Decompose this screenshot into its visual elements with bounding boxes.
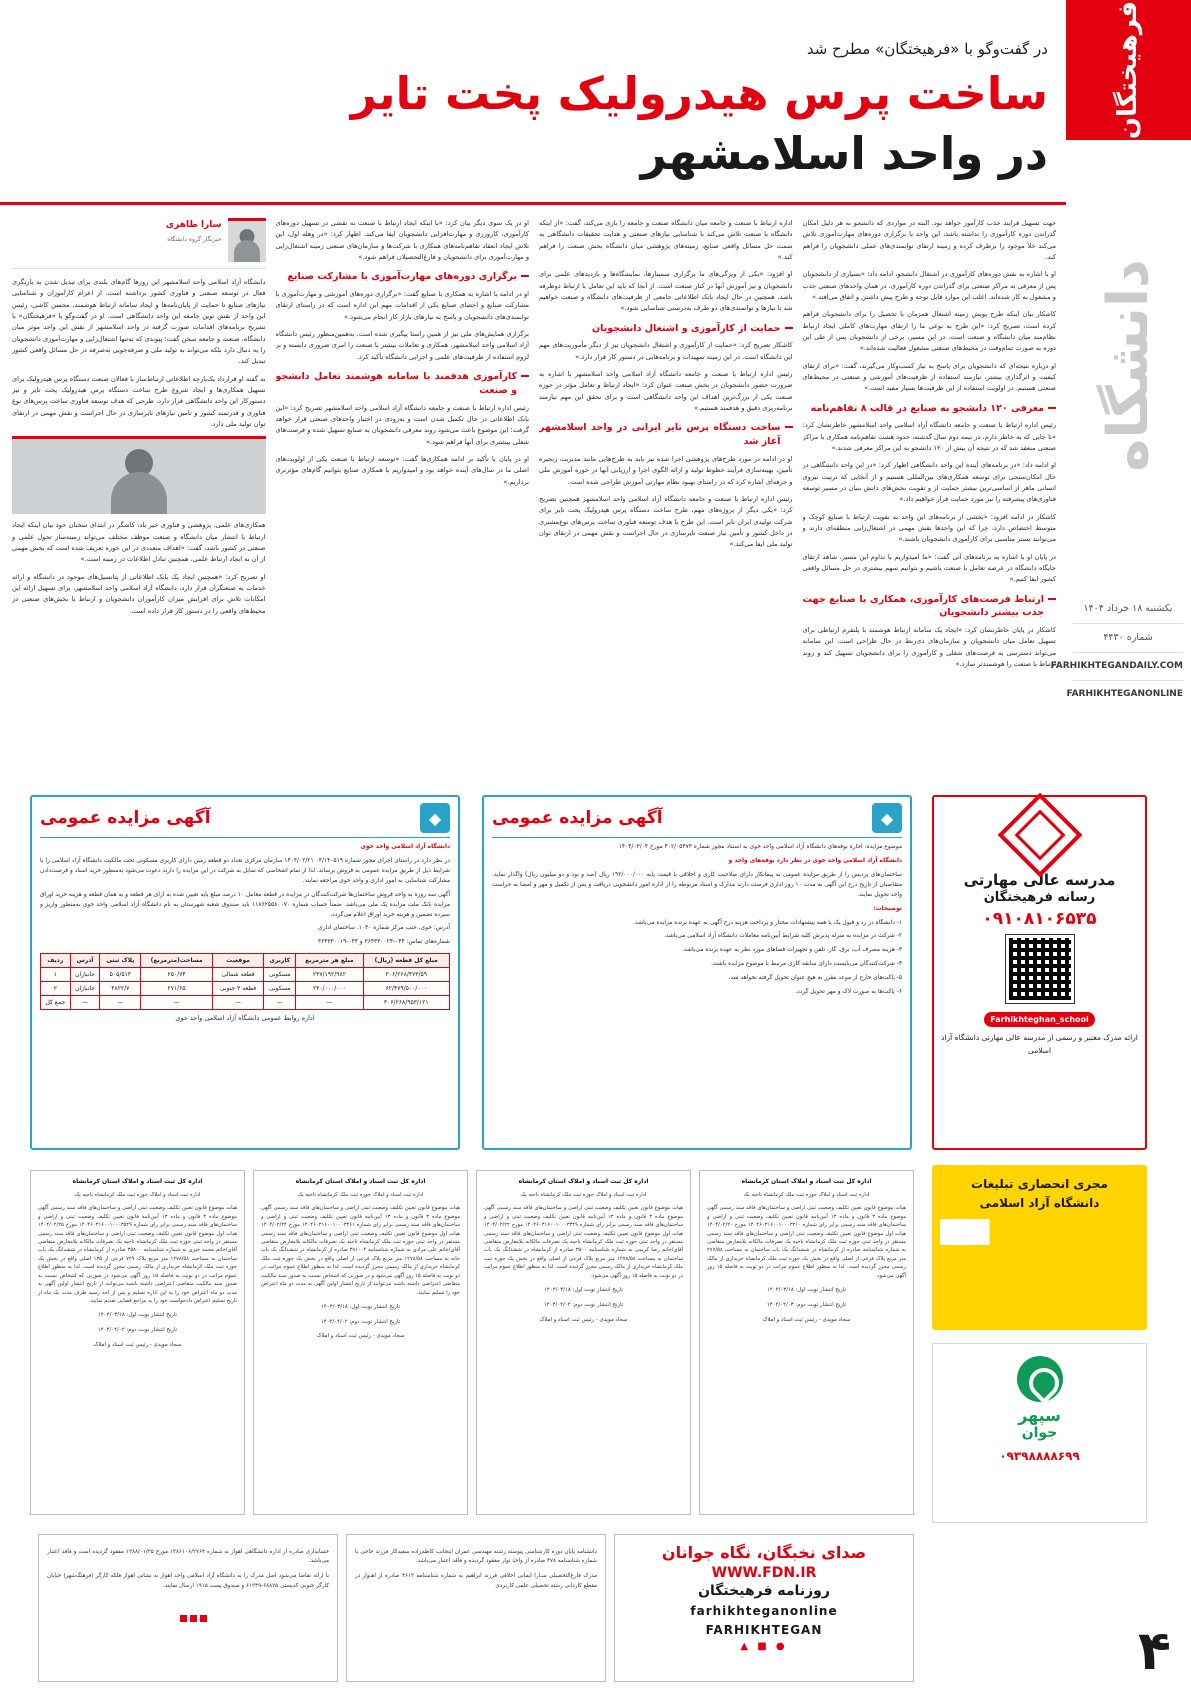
legal-notice (253, 1170, 468, 1515)
issue-number: شماره ۴۴۳۰ (1103, 632, 1153, 644)
cell: — (212, 996, 263, 1010)
auction-redline: دانشگاه آزاد اسلامی واحد خوی در نظر دارد بوفه‌های واحد و (728, 857, 902, 864)
notice-text: دانشنامه پایان دوره کارشناسی پیوسته رشته مهندسی عمران اینجانب کاظم‌زاده سفیدکار فرزند حاجی با شماره شناسنامه ۴۷۸ صادره از واحد نوار مفقود گردیده و فاقد اعتبار می‌باشد. (355, 1548, 597, 1565)
auction-subject: موضوع مزایده: اجاره بوفه‌های دانشگاه آزاد اسلامی واحد خوی به استناد مجوز شماره ۴۰۲/۰۵۴۷۳ مورخ ۱۴۰۴/۰۳/۰۴ (618, 844, 902, 850)
cell: — (296, 996, 363, 1010)
article-kicker: در گفت‌وگو با «فرهیختگان» مطرح شد (806, 40, 1048, 58)
legal-notice (699, 1170, 914, 1515)
legal-body: هیات موضوع قانون تعیین تکلیف وضعیت ثبتی اراضی و ساختمان‌های فاقد سند رسمی آگهی موضوع ماده ۳ قانون و ماده ۱۳ آیین‌نامه قانون تعیین تکلیف وضعیت ثبتی و اراضی و ساختمان‌های فاقد سند رسمی برابر رای شماره ۱۴۰۴۶۰۳۱۶۰۰۱۰۰۰۳۲۱۰ مورخ ۱۴۰۴/۰۲/۲۰ هیات اول موضوع قانون تعیین تکلیف وضعیت ثبتی اراضی و ساختمان‌های فاقد سند رسمی مستقر در واحد ثبتی حوزه ثبت ملک کرمانشاه ناحیه یک تصرفات مالکانه بلامعارض متقاضی به شماره شناسنامه صادره از کرمانشاه در ششدانگ یک باب ساختمان به مساحت ۲۷۷/۵۸ متر مربع پلاک فرعی از اصلی واقع در بخش یک حوزه ثبت ملک کرمانشاه خریداری از مالک رسمی محرز گردیده است. لذا به منظور اطلاع عموم مراتب در دو نوبت به فاصله ۱۵ روز آگهی می‌شود. (707, 1205, 907, 1279)
author-role: خبرنگار گروه دانشگاه (167, 236, 222, 244)
cell: ۲۵۰/۷۴ (141, 968, 213, 982)
promo-line-2: دانشگاه آزاد اسلامی (979, 1196, 1100, 1211)
col-header: مساحت(مترمربع) (141, 954, 213, 968)
auction-note: ۶- پاکت‌ها به صورت لاک و مهر تحویل گردد. (795, 989, 902, 996)
cell: مسکونی (264, 982, 296, 996)
col-header: مبلغ هر مترمربع (296, 954, 363, 968)
paragraph: او با اشاره به نقش دوره‌های کارآموزی در اشتغال دانشجو، ادامه داد: «بسیاری از دانشجویان پس از معرفی به مراکز صنعتی برای گذراندن دوره کارآموزی، در همان واحدهای صنعتی جذب و مشغول به کار شده‌اند. اغلب این موارد قابل توجه و طرح پیش داشتن و اتفاق می‌افتد.» (802, 270, 1056, 301)
page-number: ۴ (1138, 1619, 1171, 1682)
paragraph: او در ادامه در مورد طرح‌های پژوهشی اجرا شده نیز باید به طرح‌هایی مانند مدیریت زنجیره تأمین، بهینه‌سازی فرآیند خطوط تولید و ارائه الگوی اجرا و ارزیابی آنها در حوزه آموزش ملی و حرفه‌ای اشاره کرد که در راستای بهبود نظام مهارتی آموزش طراحی شده است. (539, 454, 793, 486)
notice-text: مدرک فارغ‌التحصیلی سـارا ایمانی اخلاقی فرزند ابراهیم به شماره شناسنامه ۴۶۱۳ صادره از اهـواز در مقطع کاردانی رشته تحصیلی علمی کاربردی (355, 1573, 597, 1589)
col-header: کاربری (264, 954, 296, 968)
notice-text: حسابداری صادره از اداره دانشگاهی اهواز به شماره ۱۴۸۶۱۰۶/۲۷۶۴ مورخ ۱۳۸۸/۰۱/۲۵ مفقود گردیده است و فاقد اعتبار می‌باشد. (47, 1548, 330, 1565)
auction-footer: اداره روابط عمومی دانشگاه آزاد اسلامی واحد خوی (175, 1014, 315, 1023)
byline (12, 218, 266, 269)
paragraph: در پایان او با اشاره به برنامه‌های آتی گفت: «ما امیدواریم با تداوم این مسیر، شاهد ارتقای جایگاه دانشگاه در عرصه تعامل با صنعت باشیم و بتوانیم سهم بیشتری در حل مسائل واقعی کشور ایفا کنیم.» (802, 552, 1056, 584)
legal-date-2: تاریخ انتشار نوبت دوم: ۱۴۰۴/۰۴/۰۲ (320, 1318, 401, 1325)
brand-latin-2: FARHIKHTEGAN (705, 1623, 823, 1637)
cell: ۵۰۵/۵۱۳ (100, 968, 141, 982)
brand-latin-1: farhikhteganonline (690, 1604, 838, 1618)
legal-date-2: تاریخ انتشار نوبت دوم: ۱۴۰۴/۰۴/۰۲ (97, 1327, 178, 1334)
bottom-strip (30, 1534, 914, 1682)
legal-title: اداره کل ثبت اسناد و املاک استان کرمانشاه (518, 1178, 649, 1185)
website-url-2[interactable]: FARHIKHTEGANONLINE (1066, 689, 1183, 700)
col-header: موقعیت (212, 954, 263, 968)
cell: ۶۲/۴۷۹/۵۰۰/۰۰۰ (363, 982, 450, 996)
auction-body-left (40, 843, 450, 948)
auction-header-right (492, 803, 902, 838)
paragraph: او ادامه داد: «در برنامه‌های آینده این واحد دانشگاهی اظهار کرد: «در این واحد دانشگاهی در حال امکان‌سنجی برای توسعه همکاری‌های بین‌المللی هستیم و از آنجایی که تربیت نیروی انسانی ماهر از اساسی‌ترین بیشتر حمایت از و تقویت بخش‌های دانش بنیان در مسیر توسعه فناوری‌های پیشرفته را نیز مورد حمایت قرار خواهیم داد.» (802, 461, 1056, 504)
cell: ۴۸۲۲/۷ (100, 982, 141, 996)
school-logo-icon (997, 793, 1082, 878)
auction-paragraph: ساختمان‌های پردیس را از طریق مزایده عمومی به پیمانکار دارای صلاحیت کاری و اخلاقی با قیمت پایه ۱۹۲/۰۰۰/۰۰۰ ریال (صد و نود و دو میلیون ریال) واگذار نماید. متقاضیان از تاریخ درج این آگهی به مدت ۱۰ روز اداری فرصت دارند مدارک و اسناد مربوطه را از اداره امور دانشجویی دریافت و پس از تکمیل و مهر و امضا به حراست واحد تحویل نمایند. (492, 871, 902, 898)
lost-document-notice-1 (38, 1534, 338, 1682)
subheading: برگزاری دوره‌های مهارت‌آموزی با مشارکت صنایع (276, 270, 530, 284)
subheading: معرفی ۱۲۰ دانشجو به صنایع در قالب ۸ تفاهم‌نامه (803, 402, 1057, 416)
col-header: پلاک ثبتی (100, 954, 141, 968)
table-row-total (41, 996, 450, 1010)
paragraph: کاشکار تصریح کرد: «حمایت از کارآموزی و اشتغال دانشجویان نیز از دیگر مأموریت‌های مهم این دانشگاه است. در این زمینه تمهیدات و برنامه‌هایی در دستور کار قرار دارد.» (539, 341, 793, 361)
paragraph: رئیس اداره ارتباط با صنعت و جامعه دانشگاه آزاد اسلامی واحد اسلامشهر تصریح کرد: «این بانک اطلاعاتی در حال تکمیل شدن است و به‌زودی در اختیار واحدهای صنعتی قرار خواهد گرفت؛ این موضوع باعث می‌شود روند معرفی دانشجویان به صنایع تسهیل شده و فرصت‌های شغلی بیشتری برای آنها فراهم شود.» (275, 403, 529, 446)
article-body (12, 212, 1066, 787)
legal-date-1: تاریخ انتشار نوبت اول: ۱۴۰۴/۰۳/۱۸ (98, 1312, 177, 1319)
cell: — (264, 996, 296, 1010)
subheading: ارتباط فرصت‌های کارآموزی، همکاری با صنایع جهت جذب بیشتر دانشجویان (803, 593, 1057, 621)
school-advertisement[interactable] (932, 795, 1147, 1150)
social-icons[interactable]: ● ■ ▲ (740, 1641, 788, 1652)
auction-note: ۱- دانشگاه در رد و قبول یک یا همه پیشنهادات مختار و پرداخت هزینه درج آگهی به عهده برنده مزایده می‌باشد. (633, 919, 902, 926)
section-title-text: دانشگاه (1095, 258, 1161, 472)
legal-date-2: تاریخ انتشار نوبت دوم: ۱۴۰۴/۰۴/۰۳ (766, 1301, 847, 1308)
paragraph: او افزود: «یکی از ویژگی‌های ما برگزاری سمینارها، نمایشگاه‌ها و بازدیدهای علمی برای دانشجویان و نیز آموزش آنها در کنار صنعت است. از آنجا که باید این تعامل با ارتباط دوطرفه باشد، همچنین در حال ایجاد بانک اطلاعاتی جامعی از ظرفیت‌های دانشگاه و صنعت خواهیم شد تا نیازها و توانمندی‌های دو طرف به‌درستی شناسایی شود.» (539, 270, 793, 313)
col-header: آدرس (70, 954, 100, 968)
auction-note: ۵- پاکت‌های خارج از موعد مقرر به هیچ عنوان تحویل گرفته نخواهد شد. (728, 975, 902, 982)
auction-paragraph: در نظر دارد در راستای اجرای مجوز شماره ۰۴/۱۴۰۵۱۹ ۱۴۰۴/۰۲/۲۱ سازمان مرکزی تعداد دو قطعه زمین دارای کاربری مسکونی تحت مالکیت دانشگاه آزاد اسلامی را با شرایط ذیل از طریق مزایده عمومی به فروش برساند. لذا از تمام اشخاصی که تمایل به شرکت در این مزایده را دارند دعوت می‌شود به‌منظور خرید اسناد و فرصت‌دادن مشارکت شناسایی به امور اداری و واحد خوی مراجعه نمایند. (40, 857, 451, 884)
issue-date: یکشنبه ۱۸ خرداد ۱۴۰۴ (1083, 603, 1173, 614)
headline-line-2: در واحد اسلامشهر (640, 127, 1048, 180)
cell: ۳۰۶/۲۶۸/۹۵۳/۱۲۱ (363, 996, 450, 1010)
paragraph: او در ادامه با اشاره به همکاری با صنایع گفت: «برگزاری دوره‌های آموزشی و مهارت‌آموزی با مشارکت صنایع و احصای صنایع یکی از اقدامات مهم این اداره است که در راستای ارتقای توانمندی‌های دانشجویان و پاسخ به نیازهای بازار کار انجام می‌شود.» (275, 290, 529, 321)
meta-divider-1 (1073, 623, 1183, 624)
decor-dots (180, 1615, 207, 1622)
paragraph: کاشکار در ادامه افزود: «بخشی از برنامه‌های این واحد به تقویت ارتباط با صنایع کوچک و متوسط اختصاص دارد، چرا که این واحدها نقش مهمی در اشتغال‌زایی منطقه‌ای دارند و می‌توانند بستر مناسبی برای کارآموزی دانشجویان باشند.» (802, 512, 1056, 544)
subheading: حمایت از کارآموزی و اشتغال دانشجویان (539, 322, 793, 336)
legal-notices-row (30, 1170, 914, 1515)
paragraph: او درباره نتیجه‌ای که دانشجویان برای پاسخ به نیاز کسب‌وکار می‌گیرند، گفت: «برای ارتقای کیفیت و اثرگذاری بیشتر، نیازمند استفاده از ظرفیت‌های آموزشی و صنعتی در محیط‌های صنعتی هستیم. در اولویت استفاده از این ظرفیت‌ها بسیار مفید است.» (802, 361, 1056, 393)
auction-redline: دانشگاه آزاد اسلامی واحد خوی (360, 844, 450, 850)
cell: ۱ (41, 968, 71, 982)
paragraph: جهت تسهیل فرایند جذب کارآموز خواهد بود. البته در مواردی که دانشجو به هر دلیل امکان گذراندن دوره کارآموزی را نداشته باشد، این واحد با برگزاری دوره‌های مهارت‌آموزی تلاش می‌کند خلأ موجود را برطرف کرده و زمینه ارتقای توانمندی‌های عملی دانشجویان را فراهم کند. (802, 219, 1056, 261)
paragraph: کاشکار در پایان خاطرنشان کرد: «ایجاد یک سامانه ارتباط هوشمند با پلتفرم ارتباطی برای تسهیل تعامل میان دانشجویان و سازمان‌های ذی‌ربط در حال طراحی است. این سامانه می‌تواند دسترسی به فرصت‌های شغلی و کارآموزی را برای دانشجویان تسهیل کند و روند ارتباط با صنعت را هوشمندتر سازد.» (802, 626, 1056, 669)
school-subtitle: رسانه فرهیختگان (983, 890, 1096, 906)
paragraph: دانشگاه آزاد اسلامی واحد اسلامشهر این روزها گام‌های بلندی برای تبدیل شدن به بازیگری فعال در توسعه صنعتی و فناوری کشور برداشته است. از اعزام کارآموزان و شناسایی نیازهای صنایع تا حمایت از پایان‌نامه‌ها و ایجاد سامانه ارتباط هوشمند، محسن کاشی، رئیس این واحد از نقش نوین جامعه این واحد دانشگاهی است. او در گفت‌وگو با «فرهیختگان» با تشریح برنامه‌های اقدامات صورت گرفته در واحد اسلامشهر از نقش این واحد موثر میان دانشگاه، صنعت و جامعه سخن گفت؛ پیوندی که نه‌تنها اشتغال‌زایی و مهارت‌آموزی دانشجویان را به دنبال دارد بلکه می‌تواند به تولید ملی و صرفه‌جویی به‌صرفه در حل مسائل واقعی کشور تبدیل کند. (12, 278, 266, 366)
legal-subtitle: اداره ثبت اسناد و املاک حوزه ثبت ملک کرمانشاه ناحیه یک (74, 1191, 201, 1198)
paragraph: او در یک سوی دیگر بیان کرد: «با اینکه ایجاد ارتباط با صنعت به نقشی در تسهیل دوره‌های کارآموزی، کارورزی و مهارت‌افزایی دانشجویان ایفا می‌کند، اظهار کرد: «در وهله اول، این تلاش ایجاد انعقاد تفاهم‌نامه‌های همکاری با شرکت‌ها و سازمان‌های صنعتی زمینه اشتغال‌زایی و مهارت‌آموزی برای دانشجویان و فارغ‌التحصیلان فراهم شود.» (275, 219, 529, 261)
website-url-1[interactable]: FARHIKHTEGANDAILY.COM (1050, 661, 1183, 672)
legal-title: اداره کل ثبت اسناد و املاک استان کرمانشاه (295, 1178, 426, 1185)
table-header-row (41, 954, 450, 968)
auction-title-right: آگهی مزایده عمومی (492, 808, 663, 828)
legal-notice (30, 1170, 245, 1515)
cell: قطعه ۳ جنوبی (212, 982, 263, 996)
interview-photo (12, 436, 266, 514)
brand-logo-text: فرهیختگان (1113, 0, 1144, 140)
sepehr-logo-icon (1017, 1356, 1063, 1402)
legal-body: هیات موضوع قانون تعیین تکلیف وضعیت ثبتی اراضی و ساختمان‌های فاقد سند رسمی آگهی موضوع ماده ۳ قانون و ماده ۱۳ آیین‌نامه قانون تعیین تکلیف وضعیت ثبتی و اراضی و ساختمان‌های فاقد سند رسمی برابر رای شماره ۱۴۰۴۶۰۳۱۶۰۰۱۰۰۰۳۵۴۹ مورخ ۱۴۰۴/۰۲/۲۵ هیات اول موضوع قانون تعیین تکلیف وضعیت ثبتی اراضی و ساختمان‌های فاقد سند رسمی مستقر در واحد ثبتی حوزه ثبت ملک کرمانشاه ناحیه یک تصرفات مالکانه بلامعارض متقاضی آقای/خانم محمد خیری به شماره شناسنامه ۳۵۸۰۰ صادره از کرمانشاه در ششدانگ یک باب ساختمان به مساحت ۱۲۷۸/۵۸ متر مربع پلاک ۷۲۹ فرعی از ۱۳۵ اصلی واقع در بخش یک حوزه ثبت ملک کرمانشاه خریداری از مالک رسمی محرز گردیده است. لذا به منظور اطلاع عموم مراتب در دو نوبت به فاصله ۱۵ روز آگهی می‌شود در صورتی که اشخاص نسبت به صدور سند مالکیت متقاضی اعتراضی داشته باشند می‌توانند از تاریخ انتشار اولین آگهی به مدت دو ماه اعتراض خود را به این اداره تسلیم و پس از اخذ رسید ظرف مدت یک ماه از تاریخ تسلیم اعتراض دادخواست خود را به مراجع قضایی تقدیم نمایند. (38, 1205, 238, 1304)
auction-table (40, 953, 450, 1010)
meta-divider-3 (1073, 680, 1183, 681)
legal-signature: سجاد مویدی - رئیس ثبت اسناد و املاک (316, 1333, 405, 1340)
school-description: ارائه مدرک معتبر و رسمی از مدرسه عالی مهارتی دانشگاه آزاد اسلامی (941, 1033, 1138, 1055)
notice-text: با ارائه تقاضا می‌شود اصل مدرک را به دانشگاه آزاد اسلامی واحد اهواز به نشانی اهواز فلکه کارگر (فرهنگ‌شهر) خیابان کارگر جنوبی کدپستی ۶۸۸۷۵-۶۱۳۴۹ و صندوق پست ۱۹۱۵ ارسال نمایند. (47, 1573, 329, 1589)
article-column-2 (276, 218, 530, 787)
legal-subtitle: اداره ثبت اسناد و املاک حوزه ثبت ملک کرمانشاه ناحیه یک (297, 1191, 424, 1198)
subheading: ساخت دستگاه پرس تایر ایرانی در واحد اسلامشهر آغاز شد (539, 421, 793, 449)
masthead-meta (1050, 600, 1183, 703)
section-title (1066, 150, 1191, 580)
legal-date-1: تاریخ انتشار نوبت اول: ۱۴۰۴/۰۳/۱۸ (321, 1303, 400, 1310)
brand-logo (1066, 0, 1191, 140)
auction-address: آدرس: خوی، جنب مرکز شماره ۱۰۴۰، ساختمان اداری (318, 925, 450, 932)
legal-date-2: تاریخ انتشار نوبت دوم: ۱۴۰۴/۰۴/۰۲ (543, 1301, 624, 1308)
auction-title-left: آگهی مزایده عمومی (40, 808, 211, 828)
author-name: سارا طاهری (165, 220, 222, 230)
school-phone[interactable]: ۰۹۱۰۸۱۰۶۵۳۵ (982, 909, 1097, 930)
promo-line-1: مجری انحصاری تبلیغات (971, 1177, 1108, 1191)
legal-date-1: تاریخ انتشار نوبت اول: ۱۴۰۴/۰۳/۱۸ (544, 1287, 623, 1294)
promo-decor-strip (940, 1219, 1139, 1245)
newspaper-brand-block (614, 1534, 914, 1682)
paragraph: رئیس اداره ارتباط با صنعت و جامعه دانشگاه آزاد اسلامی واحد اسلامشهر خاطرنشان کرد: «تا جایی که به خاطر دارم، در نیمه دوم سال گذشته، حدود هشت تفاهم‌نامه همکاری با مراکز صنعتی منعقد شد که در نتیجه آن بیش از ۱۲۰ دانشجو به این مراکز معرفی شدند.» (802, 421, 1056, 453)
instagram-handle[interactable]: Farhikhteghan_school (984, 1012, 1095, 1027)
paragraph: رئیس اداره ارتباط با صنعت و جامعه دانشگاه آزاد اسلامی واحد اسلامشهر همچنین تصریح کرد: «یکی دیگر از پروژه‌های مهم، طرح ساخت دستگاه پرس هیدرولیک پخت تایر برای شرکت تولیدی ایران تایر است. این طرح با هدف توسعه فناوری ساخت پرس‌های نوع‌مشتری در داخل کشور و تأمین نیاز صنعت تایرسازی در حال اجراست و نقش مهمی در ارتقای توان تولید ملی ایفا می‌کند.» (539, 494, 793, 549)
col-header: مبلغ کل قطعه (ریال) (363, 954, 450, 968)
cell: ۲۳۷/۱۹۲/۹۸۲ (296, 968, 363, 982)
azad-university-logo-icon: ◆ (420, 803, 450, 833)
auction-phone: شماره‌های تماس: ۰۴۴-۳۶۴۳۳۰۰۲۴ و ۰۴۴-۳۶۴۳۳۰۰۱۹ (317, 939, 450, 946)
auction-body-right (492, 843, 902, 998)
auction-notes-heading: توضیحات: (873, 905, 902, 912)
legal-subtitle: اداره ثبت اسناد و املاک حوزه ثبت ملک کرمانشاه ناحیه یک (520, 1191, 647, 1198)
cell: مسکونی (264, 968, 296, 982)
brand-website[interactable]: WWW.FDN.IR (711, 1565, 817, 1581)
advertisements-region (12, 795, 1138, 1690)
auction-note: ۳- هزینه مصرف آب، برق، گاز، تلفن و تجهیزات فضاهای مورد نظر به عهده برنده می‌باشد. (682, 947, 902, 954)
paragraph: او در پایان با تأکید بر ادامه همکاری‌ها گفت: «توسعه ارتباط با صنعت یکی از اولویت‌های اصلی ما در سال‌های آینده خواهد بود و امیدواریم با همکاری صنایع بتوانیم گام‌های مؤثرتری برداریم.» (275, 454, 529, 486)
cell: جانبازان (70, 968, 100, 982)
sepehr-name: سپهر (1018, 1406, 1061, 1425)
cell: — (141, 996, 213, 1010)
legal-title: اداره کل ثبت اسناد و املاک استان کرمانشاه (72, 1178, 203, 1185)
paragraph: رئیس اداره ارتباط با صنعت و جامعه دانشگاه آزاد اسلامی واحد اسلامشهر با اشاره به ضرورت حضور دانشجویان در بخش صنعت عنوان کرد: «ایجاد ارتباط و تعامل مؤثر در حوزه صنعت یکی از بزرگ‌ترین اهداف این واحد دانشگاهی است و برای تحقق این مهم نیازمند برنامه‌ریزی دقیق و هدفمند هستیم.» (539, 370, 793, 413)
headline-line-1: ساخت پرس هیدرولیک پخت تایر (350, 67, 1048, 120)
legal-body: هیات موضوع قانون تعیین تکلیف وضعیت ثبتی اراضی و ساختمان‌های فاقد سند رسمی آگهی موضوع ماده ۳ قانون و ماده ۱۳ آیین‌نامه قانون تعیین تکلیف وضعیت ثبتی و اراضی و ساختمان‌های فاقد سند رسمی برابر رای شماره ۱۴۰۴۶۰۳۱۶۰۰۱۰۰۰۳۴۶۱ مورخ ۱۴۰۴/۰۲/۲۴ هیات اول موضوع قانون تعیین تکلیف وضعیت ثبتی اراضی و ساختمان‌های فاقد سند رسمی مستقر در واحد ثبتی حوزه ثبت ملک کرمانشاه ناحیه یک تصرفات مالکانه بلامعارض متقاضی آقای/خانم علی مرادی به شماره شناسنامه ۳۸۱۰۰۴ صادره از کرمانشاه در ششدانگ یک باب خانه به مساحت ۱۲۷۸/۵۸ متر مربع پلاک فرعی از اصلی واقع در بخش یک حوزه ثبت ملک کرمانشاه خریداری از مالک رسمی محرز گردیده است. لذا به منظور اطلاع عموم مراتب در دو نوبت به فاصله ۱۵ روز آگهی می‌شود و در صورتی که اشخاص نسبت به صدور سند مالکیت متقاضی اعتراضی داشته باشند می‌توانند از تاریخ انتشار اولین آگهی به مدت دو ماه اعتراض خود را تسلیم نمایند. (261, 1205, 461, 1296)
cell: جانبازان (70, 982, 100, 996)
article-header (0, 0, 1066, 205)
cell: جمع کل (41, 996, 71, 1010)
auction-note: ۲- شرکت در مزایده به منزله پذیرش کلیه شرایط آیین‌نامه معاملات دانشگاه آزاد اسلامی می‌باشد. (664, 933, 902, 940)
brand-tagline: صدای نخبگان، نگاه جوانان (661, 1543, 867, 1562)
auction-notice-right (482, 795, 912, 1150)
cell: — (70, 996, 100, 1010)
cell: ۲۷۱/۶۵ (141, 982, 213, 996)
byline-names (166, 218, 222, 246)
paragraph: او تصریح کرد: «همچنین ایجاد یک بانک اطلاعاتی از پتانسیل‌های موجود در دانشگاه و ارائه خدمات به صنعتگران قرار دارد، دانشگاه آزاد اسلامی واحد اسلامشهر، برای تسهیل ارائه این امکانات تلاش برای افزایش میزان کارآموزان دانشجویان و ارتباط با بخش‌های صنعتی در محیط‌های واقعی را در دستور کار قرار داده است. (12, 572, 266, 615)
paragraph: همکاری‌های علمی، پژوهشی و فناوری خیر باد، کاشگر در ابتدای سخنان خود بیان اینکه ایجاد ارتباط با انتشار میان دانشگاه و صنعت موظف مختلف می‌تواند زمینه‌ساز تحول علمی و صنعتی در کشور باشد، گفت: «اهداف متعددی در این حوزه تعریف شده است که بخش مهمی از آن به ایجاد ارتباط علمی، همچنین تبادل اطلاعات در زمینه است.» (12, 521, 266, 564)
subheading: کارآموزی هدفمند با سامانه هوشمند تعامل دانشجو و صنعت (276, 370, 530, 398)
article-column-1 (12, 218, 266, 787)
legal-notice (476, 1170, 691, 1515)
cell: ۲ (41, 982, 71, 996)
brand-name: روزنامه فرهیختگان (698, 1583, 830, 1599)
article-column-4 (803, 218, 1057, 787)
auction-header-left (40, 803, 450, 838)
legal-body: هیات موضوع قانون تعیین تکلیف وضعیت ثبتی اراضی و ساختمان‌های فاقد سند رسمی آگهی موضوع ماده ۳ قانون و ماده ۱۳ آیین‌نامه قانون تعیین تکلیف وضعیت ثبتی و اراضی و ساختمان‌های فاقد سند رسمی برابر رای شماره ۱۴۰۴۶۰۳۱۶۰۰۱۰۰۰۳۳۴۹ مورخ ۱۴۰۴/۰۲/۲۲ هیات اول موضوع قانون تعیین تکلیف وضعیت ثبتی اراضی و ساختمان‌های فاقد سند رسمی مستقر در واحد ثبتی حوزه ثبت ملک کرمانشاه ناحیه یک تصرفات مالکانه بلامعارض متقاضی آقای/خانم رضا کریمی به شماره شناسنامه ۳۵۰۰ صادره از کرمانشاه در ششدانگ یک باب ساختمان به مساحت ۱۲۷۸/۵۸ متر مربع پلاک فرعی از اصلی واقع در بخش یک حوزه ثبت ملک کرمانشاه خریداری از مالک رسمی محرز گردیده است. لذا به منظور اطلاع عموم مراتب در دو نوبت به فاصله ۱۵ روز آگهی می‌شود. (484, 1205, 684, 1279)
sepehr-phone[interactable]: ۰۹۳۹۸۸۸۸۶۹۹ (999, 1449, 1080, 1463)
auction-note: ۴- شرکت‌کنندگان می‌بایست دارای سابقه کاری مرتبط با موضوع مزایده باشند. (711, 961, 902, 968)
cell: — (100, 996, 141, 1010)
auction-notice-left (30, 795, 460, 1150)
promo-advertisement[interactable] (932, 1165, 1147, 1330)
legal-signature: سجاد مویدی - رئیس ثبت اسناد و املاک (539, 1316, 628, 1323)
legal-title: اداره کل ثبت اسناد و املاک استان کرمانشاه (741, 1178, 872, 1185)
sepehr-advertisement[interactable] (932, 1343, 1147, 1523)
legal-subtitle: اداره ثبت اسناد و املاک حوزه ثبت ملک کرمانشاه ناحیه یک (743, 1191, 870, 1198)
meta-divider-2 (1073, 652, 1183, 653)
lost-document-notice-2 (346, 1534, 606, 1682)
legal-date-1: تاریخ انتشار نوبت اول: ۱۴۰۴/۰۳/۱۸ (767, 1287, 846, 1294)
paragraph: اداره ارتباط با صنعت و جامعه میان دانشگاه صنعت و جامعه را بازی می‌کند، گفت: «از اینکه دانشگاه با صنعت تلاش می‌کند با شناسایی نیازهای صنعتی و هدایت تحقیقات دانشگاهی به سمت حل مسائل واقعی صنایع، زمینه‌های پژوهشی میان دانشگاه بخش صنعت را فراهم کند.» (539, 219, 793, 261)
table-row (41, 968, 450, 982)
legal-signature: سجاد مویدی - رئیس ثبت اسناد و املاک (762, 1316, 851, 1323)
auction-paragraph: آگهی سه روزه به واحد فروش ساختمان‌ها شرکت‌کنندگان در مزایده در قطعه معامل ۱۰ درصد مبلغ پایه تعیین شده به ازای هر قطعه و به همان قطعه و هزینه خرید اوراق مزایده بانک ملت مزایده یک ملی می‌باشد. ضمناً حساب شماره ۱۱۸۶۲۵۵۸۰۰۷۰ باید صندوق شعبه شهرستان به نام دانشگاه آزاد اسلامی واحد خوی به‌منظور واریز و سپرده تضمین و هزینه خرید اوراق اعلام می‌گردد. (40, 891, 450, 918)
paragraph: برگزاری همایش‌های ملی نیز از همین راستا پیگیری شده است. به‌همین‌منظور رئیس دانشگاه آزاد اسلامی واحد اسلامشهر، همکاری و تعاملات بیشتر با صنعت را امری ضروری دانسته و بر لزوم استفاده از ظرفیت‌های علمی و اجرایی دانشگاه تأکید کرد. (275, 330, 529, 361)
legal-signature: سجاد مویدی - رئیس ثبت اسناد و املاک (93, 1341, 182, 1348)
paragraph: کاشکار بیان اینکه طرح پویش زمینه اشتغال همزمان با تحصیل را برای دانشجویان فراهم کرده است، تصریح کرد: «این طرح به نوعی ما را ارتقای مهارت‌های کاملی ایجاد ارتباط نظام‌مند میان دانشگاه و صنعت است. در این مسیر، برخی از دانشجویان پس از طی این دوره به صورت تمام‌وقت در محیط‌های صنعتی مشغول فعالیت شده‌اند.» (802, 310, 1056, 353)
azad-university-logo-icon: ◆ (872, 803, 902, 833)
cell: قطعه شمالی (212, 968, 263, 982)
col-header: ردیف (41, 954, 71, 968)
paragraph: به گفته او قرارداد یک‌پارچه اطلاعاتی ارتباط‌ساز با فعالان صنعت دستگاه پرس هیدرولیک برای تسهیل همکاری‌ها و ایجاد شروع طرح ساخت دستگاه پرس هیدرولیک پخت تایر و نیز دستورکار این واحد دانشگاهی قرار دارد، طرحی که هدف توسعه فناوری ساخت پرس‌های نوع فناوری و قدرتمند کشور و تامین نیازهای تایرسازی در حال اجراست و نقش مهمی در ارتقای توان تولید ملی دارد. (12, 374, 266, 428)
qr-code-icon[interactable] (1006, 935, 1074, 1003)
table-row (41, 982, 450, 996)
school-name: مدرسه عالی مهارتی (963, 871, 1116, 889)
article-column-3 (539, 218, 793, 787)
cell: ۳۰۶/۲۶۸/۴۷۳/۵۹ (363, 968, 450, 982)
sepehr-subtitle: جوان (1021, 1425, 1058, 1441)
author-avatar (228, 218, 266, 262)
cell: ۲۳۰/۰۰۰/۰۰۰ (296, 982, 363, 996)
